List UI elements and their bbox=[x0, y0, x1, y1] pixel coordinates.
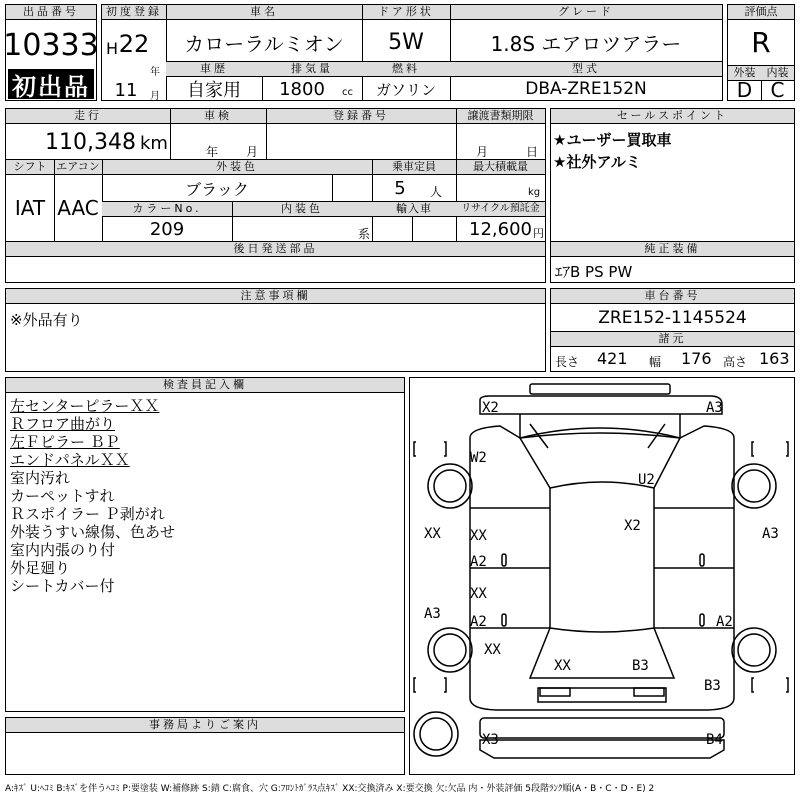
mark-xx-l2: XX bbox=[470, 586, 487, 602]
interior-unit: 系 bbox=[358, 227, 371, 241]
mark-b3-right: B3 bbox=[704, 678, 721, 694]
displacement-label: 排気量 bbox=[262, 62, 362, 77]
remark-line: 外装うすい線傷、色あせ bbox=[10, 523, 176, 541]
detail-box bbox=[5, 108, 546, 283]
grade: 1.8S エアロツアラー bbox=[490, 31, 682, 56]
mark-x3: X3 bbox=[482, 732, 499, 748]
remark-line: 左Ｆピラー ＢＰ bbox=[10, 433, 120, 451]
mark-a2-l1: A2 bbox=[470, 554, 487, 570]
year-unit: 年 bbox=[150, 67, 160, 78]
exterior-color-label: 外装色 bbox=[102, 160, 372, 175]
inspector-box bbox=[5, 377, 405, 712]
main-header-box bbox=[101, 4, 723, 101]
ac-label: エアコン bbox=[54, 160, 102, 175]
mark-a3-left: A3 bbox=[424, 606, 441, 622]
shift-label: シフト bbox=[6, 160, 54, 175]
remark-line: 室内内張のり付 bbox=[10, 541, 116, 559]
legend: A:ｷｽﾞ U:ﾍｺﾐ B:ｷｽﾞを伴うﾍｺﾐ P:要塗装 W:補修跡 S:錆 C:腐食、穴 G:ﾌﾛﾝﾄｶﾞﾗｽ点ｷｽﾞ XX:交換済み X:要交換 欠:欠品 内・外装評価 5段階ﾗﾝｸ順(A・B・C・D・E) 2 bbox=[5, 784, 655, 794]
mark-b4: B4 bbox=[706, 732, 723, 748]
capacity-unit: 人 bbox=[430, 185, 443, 199]
inspection-month: 月 bbox=[246, 145, 259, 159]
lot-label: 出品番号 bbox=[6, 5, 96, 20]
mark-a2-l2: A2 bbox=[470, 614, 487, 630]
mark-u2: U2 bbox=[638, 472, 655, 488]
lot-number: 10333 bbox=[3, 27, 99, 63]
mark-xx-left: XX bbox=[424, 526, 441, 542]
office-label: 事務局よりご案内 bbox=[6, 718, 404, 733]
reg-year: 22 bbox=[118, 30, 150, 58]
height-label: 高さ bbox=[723, 355, 748, 369]
mileage: 110,348 bbox=[45, 129, 136, 155]
int-label: 内装 bbox=[761, 66, 794, 81]
plate-label: 登録番号 bbox=[266, 109, 456, 124]
color-no: 209 bbox=[149, 218, 185, 240]
transfer-day: 日 bbox=[526, 145, 539, 159]
month-unit: 月 bbox=[150, 91, 160, 102]
load-unit: kg bbox=[528, 187, 541, 198]
remark-line: Ｒフロア曲がり bbox=[10, 415, 116, 433]
history-label: 車歴 bbox=[166, 62, 262, 77]
mark-a2-right: A2 bbox=[716, 614, 733, 630]
interior-color-label: 内装色 bbox=[232, 202, 372, 217]
notes-label: 注意事項欄 bbox=[6, 289, 545, 304]
length: 421 bbox=[597, 349, 628, 368]
car-diagram bbox=[409, 377, 795, 775]
mark-xx-l1: XX bbox=[470, 528, 487, 544]
ext-score: D bbox=[736, 78, 753, 102]
mark-x2-mid: X2 bbox=[624, 518, 641, 534]
displacement: 1800 bbox=[279, 78, 325, 100]
exterior-color: ブラック bbox=[185, 179, 249, 199]
transfer-month: 月 bbox=[476, 145, 489, 159]
recycle-unit: 円 bbox=[533, 227, 544, 240]
history: 自家用 bbox=[187, 80, 241, 101]
sales-box bbox=[550, 108, 795, 283]
recycle-label: リサイクル預託金 bbox=[456, 202, 545, 217]
notes-box bbox=[5, 288, 546, 372]
mark-xx-l3: XX bbox=[484, 642, 501, 658]
mileage-label: 走行 bbox=[6, 109, 170, 124]
height: 163 bbox=[759, 349, 790, 368]
office-box bbox=[5, 717, 405, 775]
score-box bbox=[727, 4, 795, 101]
remark-line: エンドパネルＸＸ bbox=[10, 451, 130, 469]
dims-label: 諸元 bbox=[551, 332, 794, 347]
remark-line: 室内汚れ bbox=[10, 469, 71, 487]
score: R bbox=[751, 25, 771, 59]
shift: IAT bbox=[14, 196, 46, 220]
reg-label: 初度登録 bbox=[102, 5, 166, 20]
sales-label: セールスポイント bbox=[551, 109, 794, 124]
width: 176 bbox=[681, 349, 712, 368]
ac: AAC bbox=[57, 196, 99, 220]
door-type: 5W bbox=[388, 29, 424, 55]
remark-line: Ｒスポイラー Ｐ剥がれ bbox=[10, 505, 165, 523]
displacement-unit: cc bbox=[342, 87, 353, 98]
score-label: 評価点 bbox=[728, 5, 794, 20]
mileage-unit: km bbox=[140, 133, 168, 154]
first-listing-badge: 初出品 bbox=[8, 69, 94, 99]
inspection-label: 車検 bbox=[170, 109, 266, 124]
inspector-lines bbox=[10, 397, 175, 595]
recycle: 12,600 bbox=[469, 218, 532, 240]
sales-item: ★社外アルミ bbox=[553, 153, 641, 171]
remark-line: シートカバー付 bbox=[10, 577, 115, 595]
sales-item: ★ユーザー買取車 bbox=[553, 131, 672, 149]
chassis-number: ZRE152-1145524 bbox=[598, 308, 747, 328]
era: H bbox=[106, 39, 119, 58]
equipment-label: 純正装備 bbox=[551, 242, 794, 257]
remark-line: カーペットすれ bbox=[10, 487, 115, 505]
later-parts-label: 後日発送部品 bbox=[6, 242, 545, 257]
remark-line: 左センターピラーＸＸ bbox=[10, 397, 160, 415]
length-label: 長さ bbox=[555, 355, 580, 369]
door-label: ドア形状 bbox=[362, 5, 450, 20]
inspection-year: 年 bbox=[206, 145, 219, 159]
model: DBA-ZRE152N bbox=[525, 79, 647, 99]
notes-text: ※外品有り bbox=[10, 311, 83, 329]
ext-label: 外装 bbox=[728, 66, 761, 81]
inspector-label: 検査員記入欄 bbox=[6, 378, 404, 393]
width-label: 幅 bbox=[649, 355, 662, 369]
mark-xx-bottom: XX bbox=[554, 658, 571, 674]
mark-x2-top: X2 bbox=[482, 400, 499, 416]
reg-month: 11 bbox=[114, 79, 138, 101]
model-label: 型式 bbox=[450, 62, 722, 77]
equipment-value: ｴｱB PS PW bbox=[555, 263, 633, 281]
remark-line: 外足廻り bbox=[10, 559, 71, 577]
import-label: 輸入車 bbox=[372, 202, 456, 217]
capacity-label: 乗車定員 bbox=[372, 160, 456, 175]
name-label: 車名 bbox=[166, 5, 362, 20]
transfer-label: 譲渡書類期限 bbox=[456, 109, 545, 124]
mark-w2: W2 bbox=[470, 450, 487, 466]
mark-b3-mid: B3 bbox=[632, 658, 649, 674]
chassis-box bbox=[550, 288, 795, 372]
fuel: ガソリン bbox=[375, 80, 436, 99]
chassis-label: 車台番号 bbox=[551, 289, 794, 304]
load-label: 最大積載量 bbox=[456, 160, 545, 175]
grade-label: グレード bbox=[450, 5, 722, 20]
capacity: 5 bbox=[394, 177, 406, 199]
car-name: カローラルミオン bbox=[184, 31, 344, 56]
lot-box bbox=[5, 4, 97, 101]
int-score: C bbox=[770, 78, 785, 102]
mark-a3-top: A3 bbox=[706, 400, 723, 416]
mark-a3-right: A3 bbox=[762, 526, 779, 542]
color-no-label: カラーNo. bbox=[102, 202, 232, 217]
fuel-label: 燃料 bbox=[362, 62, 450, 77]
car-outline bbox=[410, 378, 794, 774]
